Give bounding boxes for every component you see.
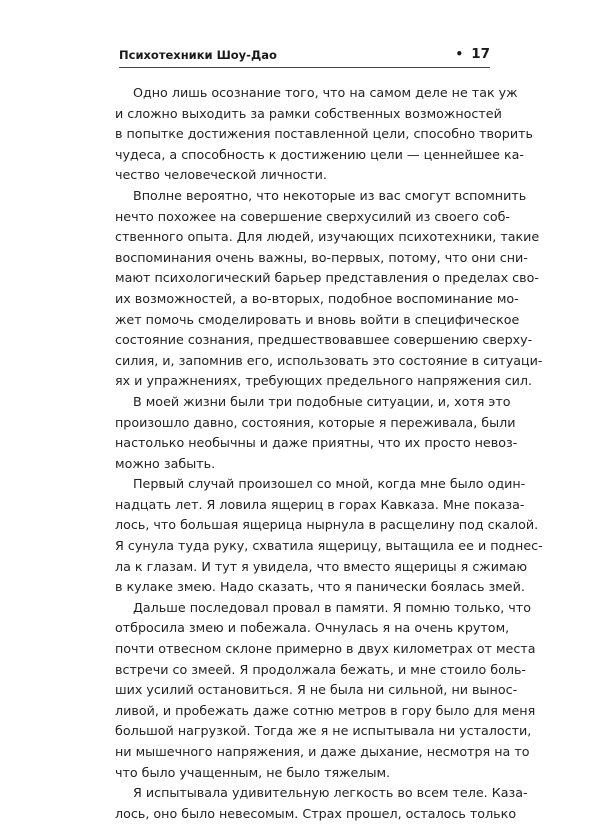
text-line: Первый случай произошел со мной, когда мне было один- [133, 476, 526, 492]
paragraph [115, 598, 536, 783]
paragraph [115, 83, 533, 186]
text-line: в кулаке змею. Надо сказать, что я панически боялась змей. [115, 579, 525, 595]
text-line: ливой, и пробежать даже сотню метров в гору было для меня [115, 702, 536, 718]
text-line: мают психологический барьер представления о пределах сво- [115, 270, 539, 286]
text-line: лось, оно было невесомым. Страх прошел, осталось только [115, 805, 517, 821]
text-line: настолько необычны и даже приятны, что их просто невоз- [115, 435, 518, 451]
text-line: можно забыть. [115, 455, 216, 471]
text-line: жет помочь смоделировать и вновь войти в специфическое [115, 311, 520, 327]
text-line: силия, и, запомнив его, использовать это состояние в ситуаци- [115, 352, 543, 368]
text-line: их возможностей, а во-вторых, подобное воспоминание мо- [115, 290, 519, 306]
body-text [115, 83, 543, 824]
text-line: произошло давно, состояния, которые я переживала, были [115, 414, 516, 430]
text-line: ла к глазам. И тут я увидела, что вместо ящерицы я сжимаю [115, 558, 528, 574]
text-line: чество человеческой личности. [115, 167, 327, 183]
text-line: ях и упражнениях, требующих предельного напряжения сил. [115, 373, 533, 389]
text-line: большой нагрузкой. Тогда же я не испытывала ни усталости, [115, 723, 532, 739]
text-line: ственного опыта. Для людей, изучающих психотехники, такие [115, 229, 540, 245]
page-number-group [456, 46, 490, 62]
bullet-icon: • [455, 47, 464, 61]
text-line: надцать лет. Я ловила ящериц в горах Кавказа. Мне показа- [115, 496, 525, 512]
text-line: что было учащенным, не было тяжелым. [115, 764, 391, 780]
text-line: встречи со змеей. Я продолжала бежать, и мне стоило боль- [115, 661, 526, 677]
text-line: Я сунула туда руку, схватила ящерицу, вытащила ее и поднес- [115, 538, 543, 554]
paragraph [115, 186, 543, 392]
text-line: Дальше последовал провал в памяти. Я помню только, что [133, 599, 531, 615]
text-line: чудеса, а способность к достижению цели — ценнейшее ка- [115, 146, 524, 162]
text-line: лось, что большая ящерица нырнула в расщелину под скалой. [115, 517, 539, 533]
book-title: Психотехники Шоу-Дао [119, 48, 277, 62]
text-line: в попытке достижения поставленной цели, способно творить [115, 126, 533, 142]
text-line: Одно лишь осознание того, что на самом деле не так уж [133, 85, 518, 100]
text-line: В моей жизни были три подобные ситуации, и, хотя это [133, 393, 511, 409]
text-line: отбросила змею и побежала. Очнулась я на очень крутом, [115, 620, 510, 636]
text-line: и сложно выходить за рамки собственных возможностей [115, 105, 502, 121]
text-line: состояние сознания, предшествовавшее совершению сверху- [115, 332, 533, 348]
text-line: Я испытывала удивительную легкость во всем теле. Каза- [133, 785, 528, 801]
text-line: ших усилий остановиться. Я не была ни сильной, ни вынос- [115, 682, 518, 698]
text-line: воспоминания очень важны, во-первых, потому, что они сни- [115, 249, 528, 265]
running-header [119, 44, 490, 64]
paragraph [115, 474, 543, 598]
paragraph [115, 392, 518, 474]
text-line: Вполне вероятно, что некоторые из вас смогут вспомнить [133, 187, 527, 203]
text-line: почти отвесном склоне примерно в двух километрах от места [115, 641, 536, 657]
header-rule [119, 67, 490, 68]
page-number: 17 [471, 46, 490, 62]
text-line: нечто похожее на совершение сверхусилий из своего соб- [115, 208, 510, 224]
text-line: ни мышечного напряжения, и даже дыхание, несмотря на то [115, 744, 530, 759]
paragraph [115, 783, 528, 824]
